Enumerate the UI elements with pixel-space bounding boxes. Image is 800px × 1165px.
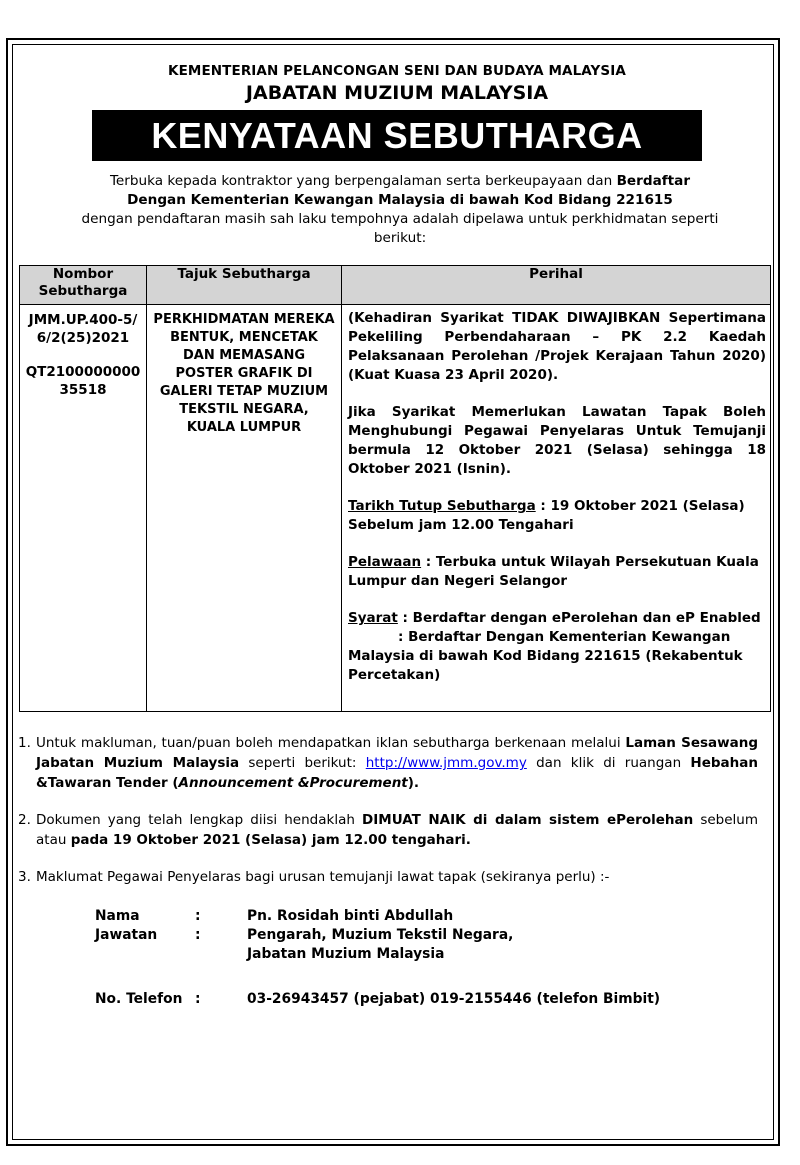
invitation-label: Pelawaan — [348, 554, 422, 570]
ref-number: JMM.UP.400-5/6/2(25)2021 — [28, 312, 138, 346]
qt-number: QT210000000035518 — [25, 364, 141, 398]
closing-date-label: Tarikh Tutup Sebutharga — [348, 498, 536, 514]
notice-banner: KENYATAAN SEBUTHARGA — [92, 110, 702, 161]
note-2-text-a: Dokumen yang telah lengkap diisi hendaklah — [36, 812, 363, 828]
note-number: 2. — [18, 812, 31, 828]
closing-date-value: : 19 Oktober 2021 (Selasa) Sebelum jam 12.00 Tengahari — [348, 498, 745, 533]
conditions-label: Syarat — [348, 610, 398, 626]
tender-table — [19, 265, 771, 712]
colon: : — [195, 991, 201, 1007]
closing-date — [348, 497, 766, 535]
conditions-value-2: : Berdaftar Dengan Kementerian Kewangan Malaysia di bawah Kod Bidang 221615 (Rekabentuk Percetakan) — [348, 629, 743, 683]
note-2-text-d: pada 19 Oktober 2021 (Selasa) jam 12.00 tengahari. — [70, 832, 471, 848]
intro-bold: Berdaftar Dengan Kementerian Kewangan Malaysia di bawah Kod Bidang 221615 — [127, 173, 691, 208]
description-attendance: (Kehadiran Syarikat TIDAK DIWAJIBKAN Sepertimana Pekeliling Perbendaharaan – PK 2.2 Kaedah Pelaksanaan Perolehan /Projek Kerajaan Tahun 2020) (Kuat Kuasa 23 April 2020). — [348, 310, 766, 383]
list-item — [18, 733, 758, 793]
ministry-name: KEMENTERIAN PELANCONGAN SENI DAN BUDAYA MALAYSIA — [168, 63, 626, 79]
tender-title: PERKHIDMATAN MEREKA BENTUK, MENCETAK DAN MEMASANG POSTER GRAFIK DI GALERI TETAP MUZIUM TEKSTIL NEGARA, KUALA LUMPUR — [153, 312, 335, 435]
contact-post-label: Jawatan — [95, 927, 158, 943]
note-1-text-c: seperti berikut: — [239, 755, 366, 771]
contact-name-label: Nama — [95, 908, 140, 924]
header-title: Tajuk Sebutharga — [147, 266, 342, 305]
note-1-text-e: Hebahan &Tawaran Tender ( — [36, 755, 758, 791]
contact-post-row — [95, 926, 660, 964]
table-header-row — [20, 266, 771, 305]
contact-phone-label: No. Telefon — [95, 991, 183, 1007]
intro-paragraph — [80, 172, 720, 248]
cell-title — [147, 305, 342, 712]
list-item — [18, 867, 758, 887]
contact-name-value: Pn. Rosidah binti Abdullah — [247, 908, 454, 924]
note-text — [36, 733, 758, 793]
invitation — [348, 553, 766, 591]
note-text: Maklumat Pegawai Penyelaras bagi urusan temujanji lawat tapak (sekiranya perlu) :- — [36, 869, 610, 885]
notes-list — [18, 733, 758, 904]
intro-text-2: dengan pendaftaran masih sah laku tempohnya adalah dipelawa untuk perkhidmatan seperti berikut: — [81, 211, 719, 246]
contact-name-row — [95, 907, 660, 926]
note-1-text-a: Untuk makluman, tuan/puan boleh mendapatkan iklan sebutharga berkenaan melalui — [36, 735, 626, 751]
list-item — [18, 810, 758, 850]
table-row — [20, 305, 771, 712]
contact-post-line-2: Jabatan Muzium Malaysia — [247, 946, 445, 962]
header-ref-number: Nombor Sebutharga — [20, 266, 147, 305]
cell-description — [342, 305, 771, 712]
contact-post-value — [247, 926, 513, 964]
header-description: Perihal — [342, 266, 771, 305]
contact-phone-value: 03-26943457 (pejabat) 019-2155446 (telefon Bimbit) — [247, 991, 661, 1007]
intro-text: Terbuka kepada kontraktor yang berpengalaman serta berkeupayaan dan — [109, 173, 617, 189]
description-site-visit: Jika Syarikat Memerlukan Lawatan Tapak Boleh Menghubungi Pegawai Penyelaras Untuk Temujanji bermula 12 Oktober 2021 (Selasa) sehingga 18 Oktober 2021 (Isnin). — [348, 404, 766, 477]
contact-post-line-1: Pengarah, Muzium Tekstil Negara, — [247, 927, 514, 943]
note-text — [36, 810, 758, 850]
note-1-text-d: dan klik di ruangan — [526, 755, 691, 771]
contact-phone-row — [95, 990, 660, 1009]
note-1-text-g: ). — [407, 775, 420, 791]
note-2-text-b: DIMUAT NAIK di dalam sistem ePerolehan — [362, 812, 694, 828]
invitation-value: : Terbuka untuk Wilayah Persekutuan Kuala Lumpur dan Negeri Selangor — [348, 554, 759, 589]
note-2-text-c: sebelum atau — [36, 812, 759, 848]
note-number: 3. — [18, 869, 31, 885]
note-number: 1. — [18, 735, 31, 751]
contact-block — [95, 907, 660, 1009]
cell-ref-number — [20, 305, 147, 712]
conditions — [348, 609, 766, 685]
website-link[interactable]: http://www.jmm.gov.my — [365, 755, 527, 771]
note-1-text-b: Laman Sesawang Jabatan Muzium Malaysia — [36, 735, 758, 771]
note-1-text-f: Announcement &Procurement — [178, 775, 408, 791]
colon: : — [195, 908, 201, 924]
conditions-value-1: : Berdaftar dengan ePerolehan dan eP Enabled — [397, 610, 761, 626]
colon: : — [195, 927, 201, 943]
department-name: JABATAN MUZIUM MALAYSIA — [245, 82, 549, 104]
